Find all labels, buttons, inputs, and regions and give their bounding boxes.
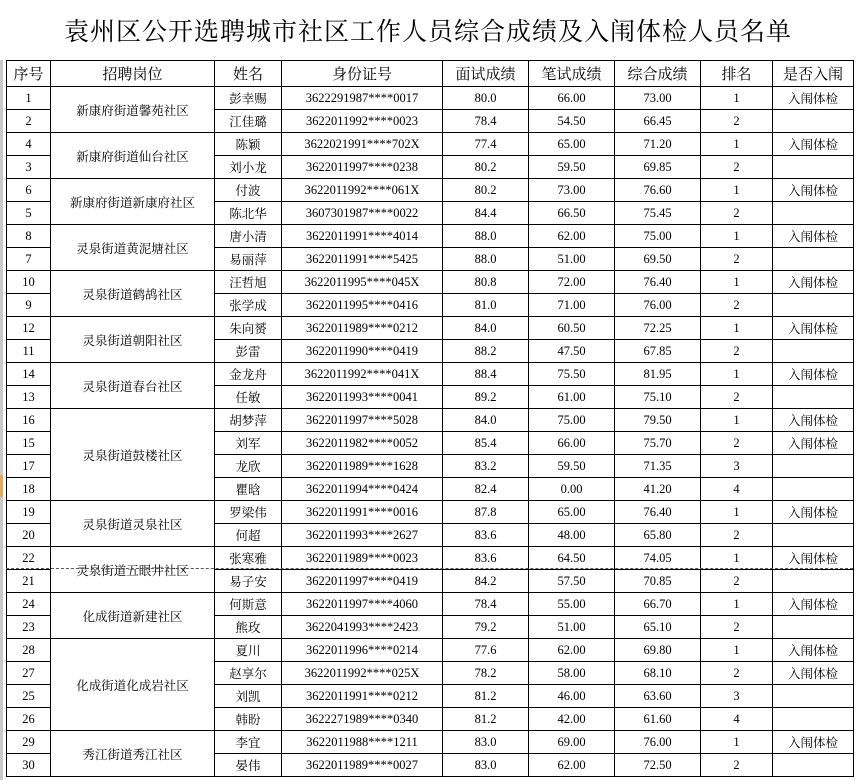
- cell-rank: 2: [701, 570, 773, 593]
- cell-interview: 81.2: [443, 708, 529, 731]
- cell-post: 灵泉街道灵泉社区: [51, 501, 215, 547]
- cell-name: 瞿晗: [215, 478, 282, 501]
- table-row: [7, 363, 854, 386]
- cell-rank: 4: [701, 708, 773, 731]
- cell-total: 76.40: [615, 271, 701, 294]
- cell-name: 何斯意: [215, 593, 282, 616]
- cell-written: 61.00: [529, 386, 615, 409]
- cell-status: [773, 754, 854, 777]
- cell-id: 3622041993****2423: [282, 616, 443, 639]
- cell-id: 3622011996****0214: [282, 639, 443, 662]
- cell-written: 75.50: [529, 363, 615, 386]
- cell-interview: 85.4: [443, 432, 529, 455]
- cell-rank: 3: [701, 455, 773, 478]
- cell-no: 22: [7, 547, 51, 570]
- table-row: [7, 731, 854, 754]
- cell-name: 何超: [215, 524, 282, 547]
- cell-no: 10: [7, 271, 51, 294]
- cell-status: 入闱体检: [773, 363, 854, 386]
- cell-no: 9: [7, 294, 51, 317]
- cell-name: 江佳璐: [215, 110, 282, 133]
- cell-status: 入闱体检: [773, 501, 854, 524]
- cell-name: 韩盼: [215, 708, 282, 731]
- cell-name: 李宜: [215, 731, 282, 754]
- cell-written: 0.00: [529, 478, 615, 501]
- table-row: [7, 179, 854, 202]
- cell-interview: 80.2: [443, 179, 529, 202]
- cell-rank: 1: [701, 501, 773, 524]
- cell-written: 57.50: [529, 570, 615, 593]
- cell-total: 74.05: [615, 547, 701, 570]
- cell-name: 任敏: [215, 386, 282, 409]
- cell-no: 21: [7, 570, 51, 593]
- cell-rank: 1: [701, 317, 773, 340]
- cell-total: 65.80: [615, 524, 701, 547]
- cell-post: 灵泉街道春台社区: [51, 363, 215, 409]
- page-break-line: [6, 568, 853, 569]
- cell-interview: 88.4: [443, 363, 529, 386]
- cell-name: 赵享尔: [215, 662, 282, 685]
- cell-id: 3622011993****2627: [282, 524, 443, 547]
- cell-interview: 80.2: [443, 156, 529, 179]
- cell-no: 15: [7, 432, 51, 455]
- cell-id: 3622011992****0023: [282, 110, 443, 133]
- cell-no: 6: [7, 179, 51, 202]
- cell-total: 75.45: [615, 202, 701, 225]
- cell-rank: 1: [701, 363, 773, 386]
- cell-written: 55.00: [529, 593, 615, 616]
- cell-total: 76.00: [615, 294, 701, 317]
- cell-status: [773, 616, 854, 639]
- cell-id: 3622011992****025X: [282, 662, 443, 685]
- cell-post: 新康府街道馨苑社区: [51, 87, 215, 133]
- cell-written: 62.00: [529, 754, 615, 777]
- cell-rank: 1: [701, 409, 773, 432]
- cell-rank: 1: [701, 731, 773, 754]
- cell-rank: 2: [701, 340, 773, 363]
- cell-interview: 77.4: [443, 133, 529, 156]
- cell-id: 3622011995****045X: [282, 271, 443, 294]
- cell-total: 81.95: [615, 363, 701, 386]
- cell-interview: 81.2: [443, 685, 529, 708]
- cell-name: 陈颖: [215, 133, 282, 156]
- cell-written: 71.00: [529, 294, 615, 317]
- cell-total: 41.20: [615, 478, 701, 501]
- cell-id: 3622011997****0419: [282, 570, 443, 593]
- cell-name: 刘凯: [215, 685, 282, 708]
- cell-name: 金龙舟: [215, 363, 282, 386]
- cell-rank: 2: [701, 294, 773, 317]
- cell-rank: 2: [701, 616, 773, 639]
- cell-post: 灵泉街道五眼井社区: [51, 547, 215, 593]
- cell-written: 60.50: [529, 317, 615, 340]
- row-header-strip: [0, 60, 3, 780]
- cell-status: [773, 294, 854, 317]
- cell-written: 66.50: [529, 202, 615, 225]
- cell-status: [773, 524, 854, 547]
- cell-total: 75.00: [615, 225, 701, 248]
- cell-interview: 77.6: [443, 639, 529, 662]
- cell-no: 20: [7, 524, 51, 547]
- col-header-rank: 排名: [701, 61, 773, 87]
- cell-total: 67.85: [615, 340, 701, 363]
- cell-interview: 84.0: [443, 317, 529, 340]
- cell-no: 17: [7, 455, 51, 478]
- cell-written: 54.50: [529, 110, 615, 133]
- cell-rank: 2: [701, 432, 773, 455]
- col-header-no: 序号: [7, 61, 51, 87]
- cell-written: 42.00: [529, 708, 615, 731]
- cell-no: 18: [7, 478, 51, 501]
- selected-row-marker: [0, 475, 3, 497]
- table-row: [7, 501, 854, 524]
- cell-post: 化成街道新建社区: [51, 593, 215, 639]
- cell-interview: 83.6: [443, 524, 529, 547]
- cell-interview: 82.4: [443, 478, 529, 501]
- cell-rank: 4: [701, 478, 773, 501]
- cell-name: 罗梁伟: [215, 501, 282, 524]
- cell-written: 62.00: [529, 225, 615, 248]
- cell-rank: 1: [701, 547, 773, 570]
- cell-interview: 88.0: [443, 225, 529, 248]
- cell-total: 69.80: [615, 639, 701, 662]
- cell-total: 65.10: [615, 616, 701, 639]
- cell-interview: 78.4: [443, 110, 529, 133]
- cell-name: 付波: [215, 179, 282, 202]
- cell-id: 3622011991****0212: [282, 685, 443, 708]
- cell-total: 66.70: [615, 593, 701, 616]
- cell-interview: 87.8: [443, 501, 529, 524]
- cell-written: 66.00: [529, 432, 615, 455]
- table-row: [7, 271, 854, 294]
- cell-name: 彭幸赐: [215, 87, 282, 110]
- cell-id: 3622011991****5425: [282, 248, 443, 271]
- cell-no: 23: [7, 616, 51, 639]
- cell-interview: 83.0: [443, 754, 529, 777]
- cell-rank: 2: [701, 662, 773, 685]
- cell-no: 19: [7, 501, 51, 524]
- cell-status: 入闱体检: [773, 432, 854, 455]
- cell-name: 朱向赟: [215, 317, 282, 340]
- cell-status: [773, 340, 854, 363]
- cell-no: 29: [7, 731, 51, 754]
- cell-name: 刘小龙: [215, 156, 282, 179]
- cell-rank: 1: [701, 271, 773, 294]
- col-header-interview: 面试成绩: [443, 61, 529, 87]
- cell-status: 入闱体检: [773, 225, 854, 248]
- cell-written: 73.00: [529, 179, 615, 202]
- cell-post: 灵泉街道黄泥塘社区: [51, 225, 215, 271]
- cell-status: [773, 570, 854, 593]
- cell-rank: 1: [701, 87, 773, 110]
- cell-interview: 89.2: [443, 386, 529, 409]
- cell-written: 51.00: [529, 616, 615, 639]
- cell-interview: 88.0: [443, 248, 529, 271]
- cell-name: 晏伟: [215, 754, 282, 777]
- cell-interview: 84.0: [443, 409, 529, 432]
- cell-no: 3: [7, 156, 51, 179]
- cell-id: 3622011989****1628: [282, 455, 443, 478]
- cell-no: 8: [7, 225, 51, 248]
- cell-total: 61.60: [615, 708, 701, 731]
- cell-written: 51.00: [529, 248, 615, 271]
- col-header-id: 身份证号: [282, 61, 443, 87]
- cell-no: 13: [7, 386, 51, 409]
- cell-written: 62.00: [529, 639, 615, 662]
- cell-written: 65.00: [529, 133, 615, 156]
- cell-status: 入闱体检: [773, 317, 854, 340]
- cell-total: 76.60: [615, 179, 701, 202]
- cell-written: 48.00: [529, 524, 615, 547]
- cell-written: 72.00: [529, 271, 615, 294]
- cell-status: 入闱体检: [773, 593, 854, 616]
- cell-total: 75.70: [615, 432, 701, 455]
- cell-name: 彭雷: [215, 340, 282, 363]
- cell-id: 3622011992****061X: [282, 179, 443, 202]
- cell-id: 3622011994****0424: [282, 478, 443, 501]
- cell-total: 73.00: [615, 87, 701, 110]
- cell-total: 71.35: [615, 455, 701, 478]
- page-title: 袁州区公开选聘城市社区工作人员综合成绩及入闱体检人员名单: [63, 17, 792, 46]
- cell-id: 3622011988****1211: [282, 731, 443, 754]
- cell-name: 陈北华: [215, 202, 282, 225]
- col-header-total: 综合成绩: [615, 61, 701, 87]
- cell-written: 46.00: [529, 685, 615, 708]
- cell-rank: 2: [701, 202, 773, 225]
- cell-interview: 79.2: [443, 616, 529, 639]
- cell-rank: 2: [701, 156, 773, 179]
- cell-rank: 2: [701, 110, 773, 133]
- cell-status: 入闱体检: [773, 547, 854, 570]
- cell-id: 3622011991****0016: [282, 501, 443, 524]
- cell-written: 47.50: [529, 340, 615, 363]
- cell-no: 26: [7, 708, 51, 731]
- cell-id: 3622011993****0041: [282, 386, 443, 409]
- cell-id: 3622291987****0017: [282, 87, 443, 110]
- cell-interview: 84.4: [443, 202, 529, 225]
- cell-written: 59.50: [529, 156, 615, 179]
- cell-no: 28: [7, 639, 51, 662]
- cell-rank: 1: [701, 639, 773, 662]
- cell-written: 59.50: [529, 455, 615, 478]
- cell-interview: 83.6: [443, 547, 529, 570]
- cell-total: 66.45: [615, 110, 701, 133]
- cell-no: 16: [7, 409, 51, 432]
- cell-name: 熊玫: [215, 616, 282, 639]
- cell-total: 76.00: [615, 731, 701, 754]
- cell-status: 入闱体检: [773, 662, 854, 685]
- cell-total: 68.10: [615, 662, 701, 685]
- cell-status: [773, 455, 854, 478]
- cell-post: 化成街道化成岩社区: [51, 639, 215, 731]
- cell-status: 入闱体检: [773, 87, 854, 110]
- cell-rank: 2: [701, 386, 773, 409]
- cell-interview: 83.2: [443, 455, 529, 478]
- cell-written: 64.50: [529, 547, 615, 570]
- cell-rank: 1: [701, 133, 773, 156]
- cell-status: [773, 248, 854, 271]
- col-header-name: 姓名: [215, 61, 282, 87]
- cell-no: 24: [7, 593, 51, 616]
- cell-id: 3622011989****0212: [282, 317, 443, 340]
- cell-id: 3622011997****0238: [282, 156, 443, 179]
- cell-status: 入闱体检: [773, 409, 854, 432]
- cell-interview: 80.8: [443, 271, 529, 294]
- cell-total: 69.50: [615, 248, 701, 271]
- cell-no: 27: [7, 662, 51, 685]
- cell-no: 5: [7, 202, 51, 225]
- cell-total: 72.25: [615, 317, 701, 340]
- cell-name: 胡梦萍: [215, 409, 282, 432]
- cell-id: 3622271989****0340: [282, 708, 443, 731]
- cell-no: 25: [7, 685, 51, 708]
- cell-id: 3622011995****0416: [282, 294, 443, 317]
- cell-name: 易丽萍: [215, 248, 282, 271]
- cell-no: 11: [7, 340, 51, 363]
- cell-interview: 78.2: [443, 662, 529, 685]
- cell-rank: 2: [701, 754, 773, 777]
- cell-interview: 84.2: [443, 570, 529, 593]
- cell-no: 12: [7, 317, 51, 340]
- cell-rank: 3: [701, 685, 773, 708]
- cell-total: 72.50: [615, 754, 701, 777]
- table-row: [7, 225, 854, 248]
- cell-written: 66.00: [529, 87, 615, 110]
- cell-post: 灵泉街道鹤鸪社区: [51, 271, 215, 317]
- col-header-written: 笔试成绩: [529, 61, 615, 87]
- cell-interview: 80.0: [443, 87, 529, 110]
- cell-rank: 2: [701, 248, 773, 271]
- cell-rank: 2: [701, 524, 773, 547]
- cell-status: [773, 386, 854, 409]
- table-row: [7, 317, 854, 340]
- cell-total: 70.85: [615, 570, 701, 593]
- cell-id: 3622011997****4060: [282, 593, 443, 616]
- cell-name: 汪哲旭: [215, 271, 282, 294]
- cell-no: 30: [7, 754, 51, 777]
- cell-status: [773, 156, 854, 179]
- cell-status: 入闱体检: [773, 133, 854, 156]
- cell-no: 1: [7, 87, 51, 110]
- cell-no: 14: [7, 363, 51, 386]
- cell-status: [773, 202, 854, 225]
- table-row: [7, 87, 854, 110]
- table-row: [7, 593, 854, 616]
- cell-total: 76.40: [615, 501, 701, 524]
- table-row: [7, 547, 854, 570]
- cell-total: 75.10: [615, 386, 701, 409]
- cell-id: 3622011990****0419: [282, 340, 443, 363]
- table-row: [7, 639, 854, 662]
- table-body: [7, 87, 854, 777]
- cell-total: 63.60: [615, 685, 701, 708]
- cell-status: [773, 110, 854, 133]
- cell-status: [773, 685, 854, 708]
- cell-name: 刘军: [215, 432, 282, 455]
- cell-written: 65.00: [529, 501, 615, 524]
- cell-id: 3622011997****5028: [282, 409, 443, 432]
- cell-id: 3622011989****0027: [282, 754, 443, 777]
- col-header-status: 是否入闱: [773, 61, 854, 87]
- cell-written: 75.00: [529, 409, 615, 432]
- cell-post: 秀江街道秀江社区: [51, 731, 215, 777]
- cell-id: 3607301987****0022: [282, 202, 443, 225]
- cell-status: 入闱体检: [773, 271, 854, 294]
- cell-name: 张寒雅: [215, 547, 282, 570]
- cell-name: 龙欣: [215, 455, 282, 478]
- cell-status: 入闱体检: [773, 639, 854, 662]
- cell-interview: 88.2: [443, 340, 529, 363]
- cell-no: 7: [7, 248, 51, 271]
- cell-post: 新康府街道仙台社区: [51, 133, 215, 179]
- table-row: [7, 133, 854, 156]
- cell-post: 灵泉街道朝阳社区: [51, 317, 215, 363]
- cell-status: [773, 478, 854, 501]
- cell-status: 入闱体检: [773, 731, 854, 754]
- cell-id: 3622011991****4014: [282, 225, 443, 248]
- cell-interview: 81.0: [443, 294, 529, 317]
- cell-rank: 1: [701, 225, 773, 248]
- cell-no: 4: [7, 133, 51, 156]
- cell-rank: 1: [701, 593, 773, 616]
- cell-status: 入闱体检: [773, 179, 854, 202]
- cell-interview: 78.4: [443, 593, 529, 616]
- cell-no: 2: [7, 110, 51, 133]
- col-header-post: 招聘岗位: [51, 61, 215, 87]
- cell-total: 79.50: [615, 409, 701, 432]
- cell-written: 58.00: [529, 662, 615, 685]
- cell-name: 张学成: [215, 294, 282, 317]
- cell-name: 唐小清: [215, 225, 282, 248]
- cell-total: 71.20: [615, 133, 701, 156]
- cell-id: 3622021991****702X: [282, 133, 443, 156]
- cell-id: 3622011982****0052: [282, 432, 443, 455]
- cell-rank: 1: [701, 179, 773, 202]
- cell-name: 易子安: [215, 570, 282, 593]
- cell-post: 灵泉街道鼓楼社区: [51, 409, 215, 501]
- cell-written: 69.00: [529, 731, 615, 754]
- cell-interview: 83.0: [443, 731, 529, 754]
- table-row: [7, 409, 854, 432]
- cell-name: 夏川: [215, 639, 282, 662]
- cell-post: 新康府街道新康府社区: [51, 179, 215, 225]
- results-table: [6, 60, 854, 777]
- cell-id: 3622011992****041X: [282, 363, 443, 386]
- cell-status: [773, 708, 854, 731]
- header-row: [7, 61, 854, 87]
- cell-total: 69.85: [615, 156, 701, 179]
- cell-id: 3622011989****0023: [282, 547, 443, 570]
